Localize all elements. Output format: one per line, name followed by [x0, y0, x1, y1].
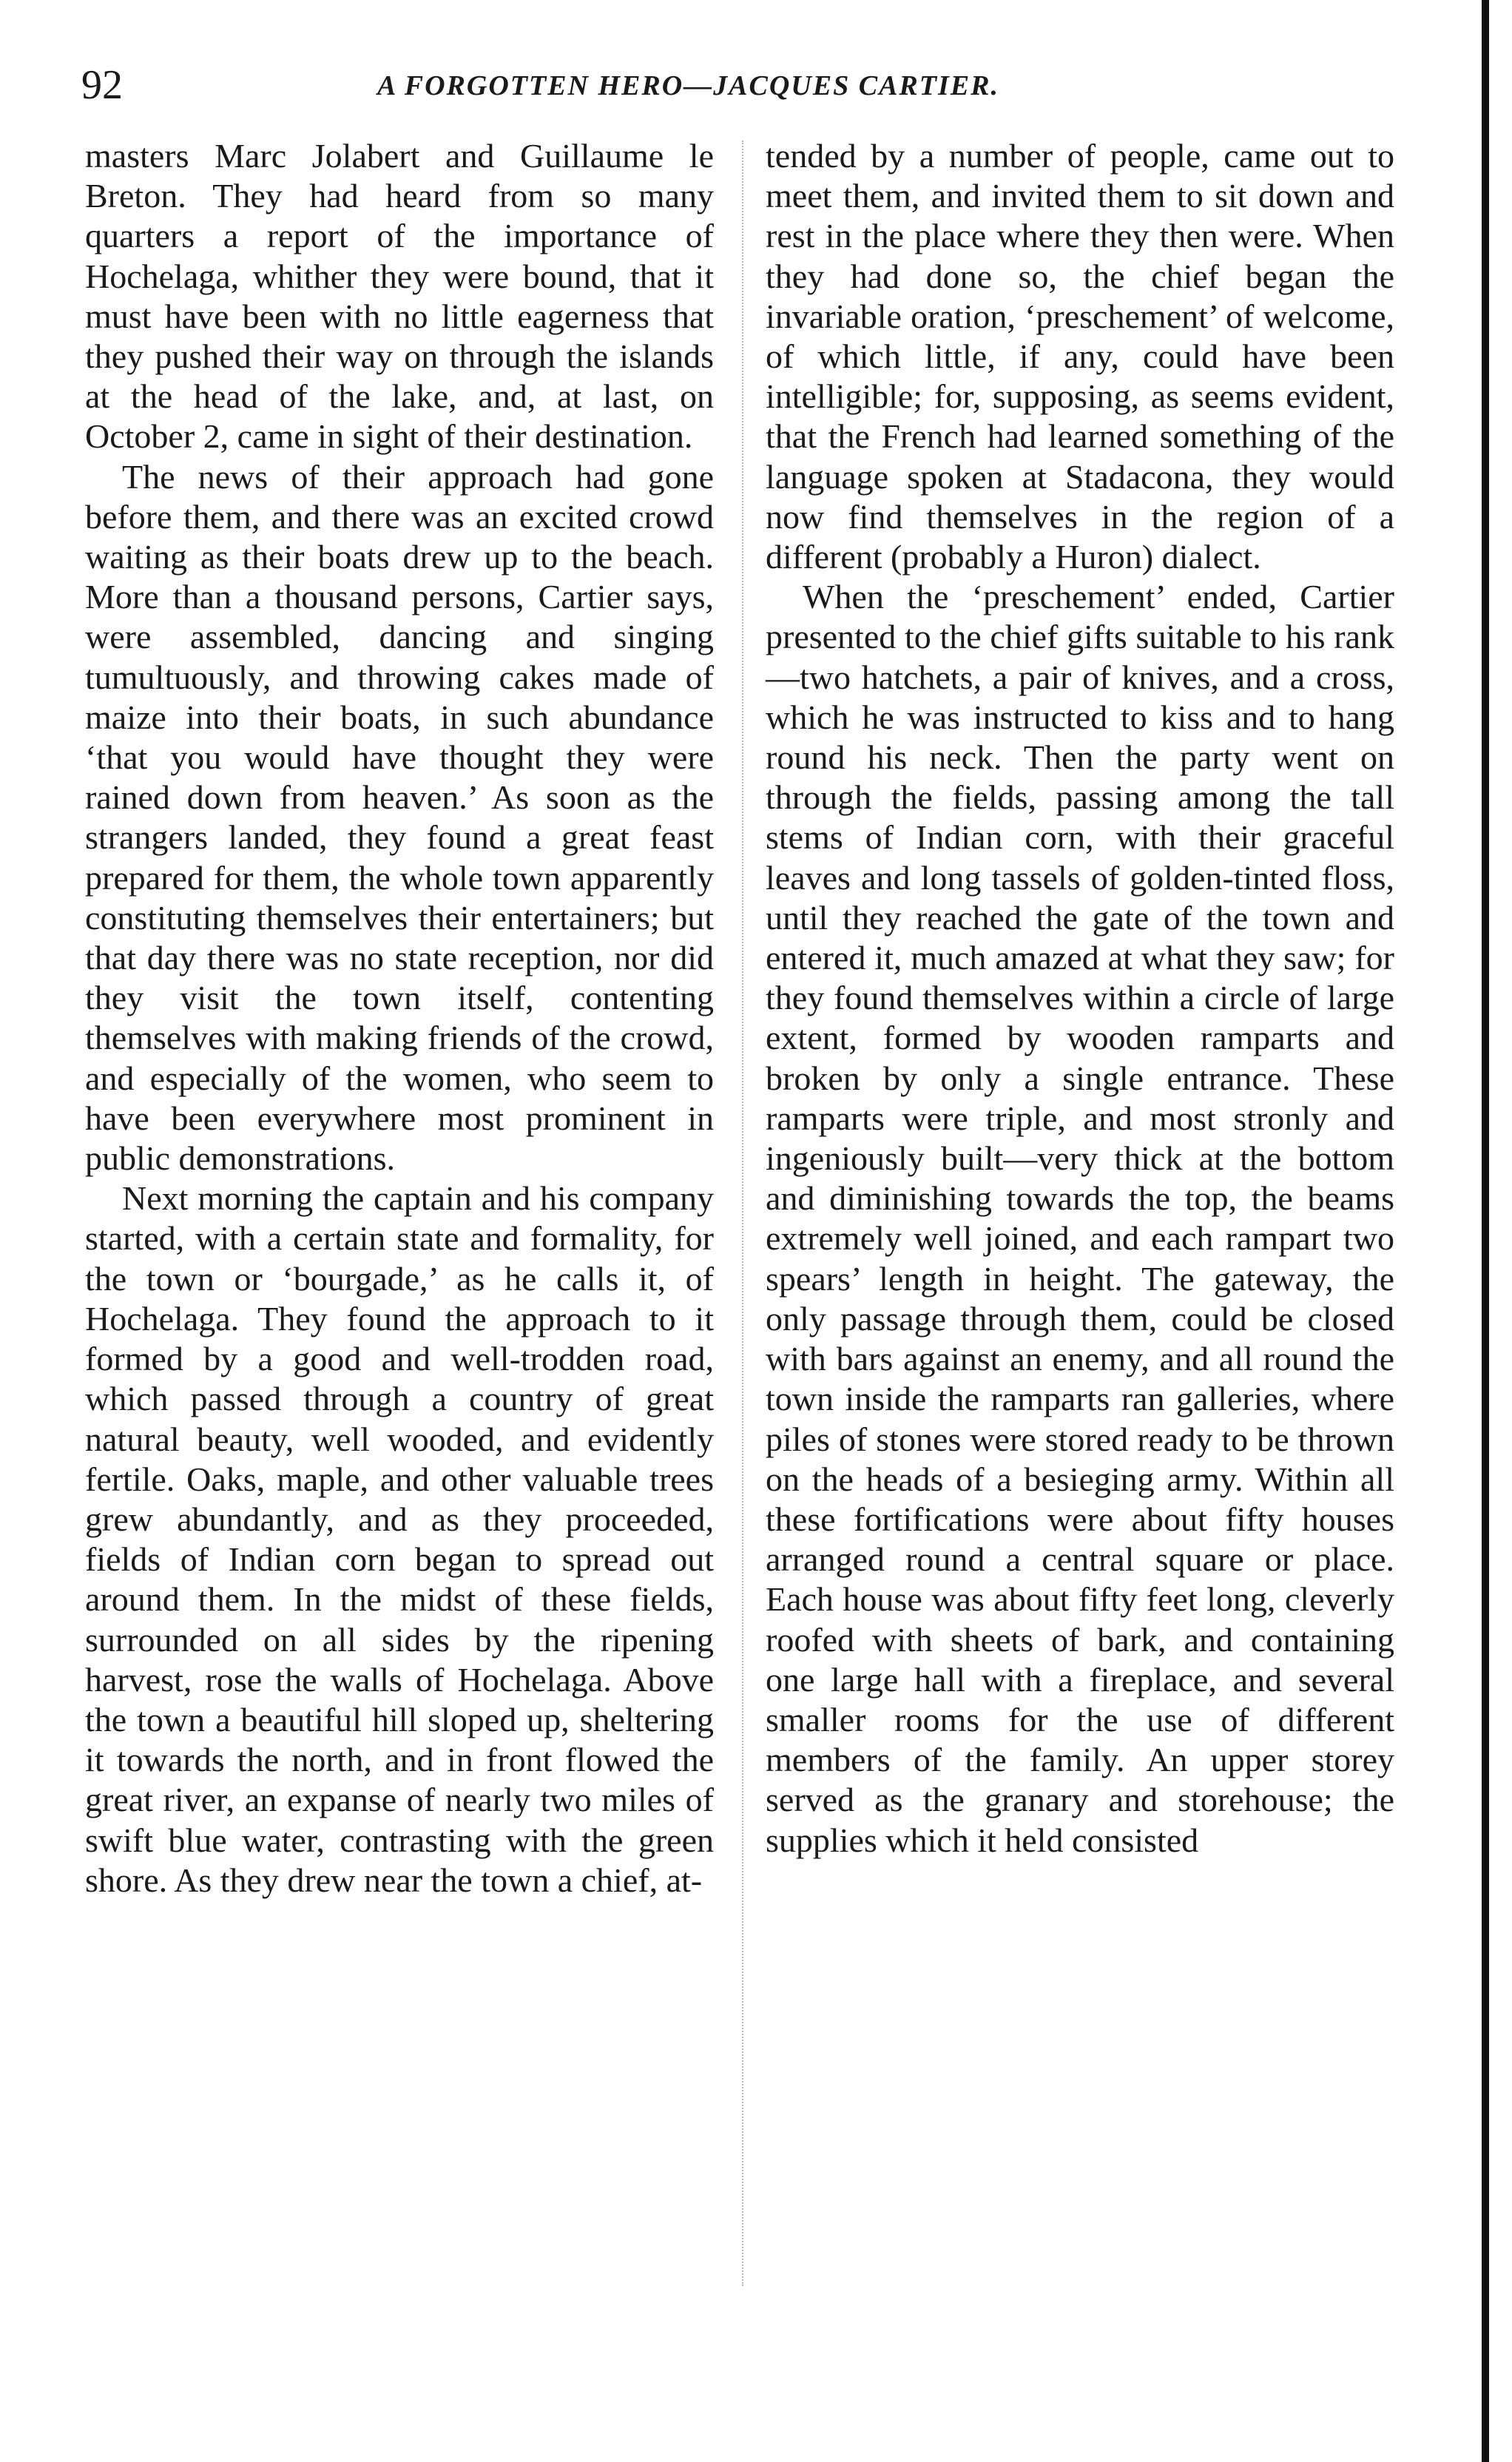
- running-title: A FORGOTTEN HERO—JACQUES CARTIER.: [377, 70, 999, 101]
- column-divider: [742, 141, 743, 2286]
- paragraph: The news of their approach had gone before them, and there was an excited crowd waiting as their boats drew up to the beach. More than a thousand persons, Cartier says, were assembled, dancing and singing tumultuously, and throwing cakes made of maize into their boats, in such abundance ‘that you would have thought they were rained down from heaven.’ As soon as the strangers landed, they found a great feast prepared for them, the whole town apparently constituting themselves their entertainers; but that day there was no state reception, nor did they visit the town itself, contenting themselves with making friends of the crowd, and especially of the women, who seem to have been everywhere most prominent in public demonstrations.: [85, 457, 714, 1178]
- page-edge-rule: [1482, 0, 1489, 2462]
- paragraph: masters Marc Jolabert and Guillaume le Breton. They had heard from so many quarters a report of the importance of Hochelaga, whither they were bound, that it must have been with no little eagerness that they pushed their way on through the islands at the head of the lake, and, at last, on October 2, came in sight of their destination.: [85, 137, 714, 456]
- page-number: 92: [81, 62, 123, 108]
- paragraph: Next morning the captain and his company started, with a certain state and formality, for the town or ‘bourgade,’ as he calls it, of Hochelaga. They found the approach to it formed by a good and well-trodden road, which passed through a country of great natural beauty, well wooded, and evidently fertile. Oaks, maple, and other valuable trees grew abundantly, and as they proceeded, fields of Indian corn began to spread out around them. In the midst of these fields, surrounded on all sides by the ripening harvest, rose the walls of Hochelaga. Above the town a beautiful hill sloped up, sheltering it towards the north, and in front flowed the great river, an expanse of nearly two miles of swift blue water, contrasting with the green shore. As they drew near the town a chief, at-: [85, 1179, 714, 1899]
- left-column: [85, 136, 714, 1901]
- right-column: [766, 136, 1394, 1861]
- paragraph: tended by a number of people, came out to meet them, and invited them to sit down and rest in the place where they then were. When they had done so, the chief began the invariable oration, ‘preschement’ of welcome, of which little, if any, could have been intelligible; for, supposing, as seems evident, that the French had learned something of the language spoken at Stadacona, they would now find themselves in the region of a different (probably a Huron) dialect.: [766, 137, 1394, 576]
- paragraph: When the ‘preschement’ ended, Cartier presented to the chief gifts suitable to his rank—two hatchets, a pair of knives, and a cross, which he was instructed to kiss and to hang round his neck. Then the party went on through the fields, passing among the tall stems of Indian corn, with their graceful leaves and long tassels of golden-tinted floss, until they reached the gate of the town and entered it, much amazed at what they saw; for they found themselves within a circle of large extent, formed by wooden ramparts and broken by only a single entrance. These ramparts were triple, and most stronly and ingeniously built—very thick at the bottom and diminishing towards the top, the beams extremely well joined, and each rampart two spears’ length in height. The gateway, the only passage through them, could be closed with bars against an enemy, and all round the town inside the ramparts ran galleries, where piles of stones were stored ready to be thrown on the heads of a besieging army. Within all these fortifications were about fifty houses arranged round a central square or place. Each house was about fifty feet long, cleverly roofed with sheets of bark, and containing one large hall with a fireplace, and several smaller rooms for the use of different members of the family. An upper storey served as the granary and storehouse; the supplies which it held consisted: [766, 578, 1394, 1859]
- page-header: [81, 59, 1383, 111]
